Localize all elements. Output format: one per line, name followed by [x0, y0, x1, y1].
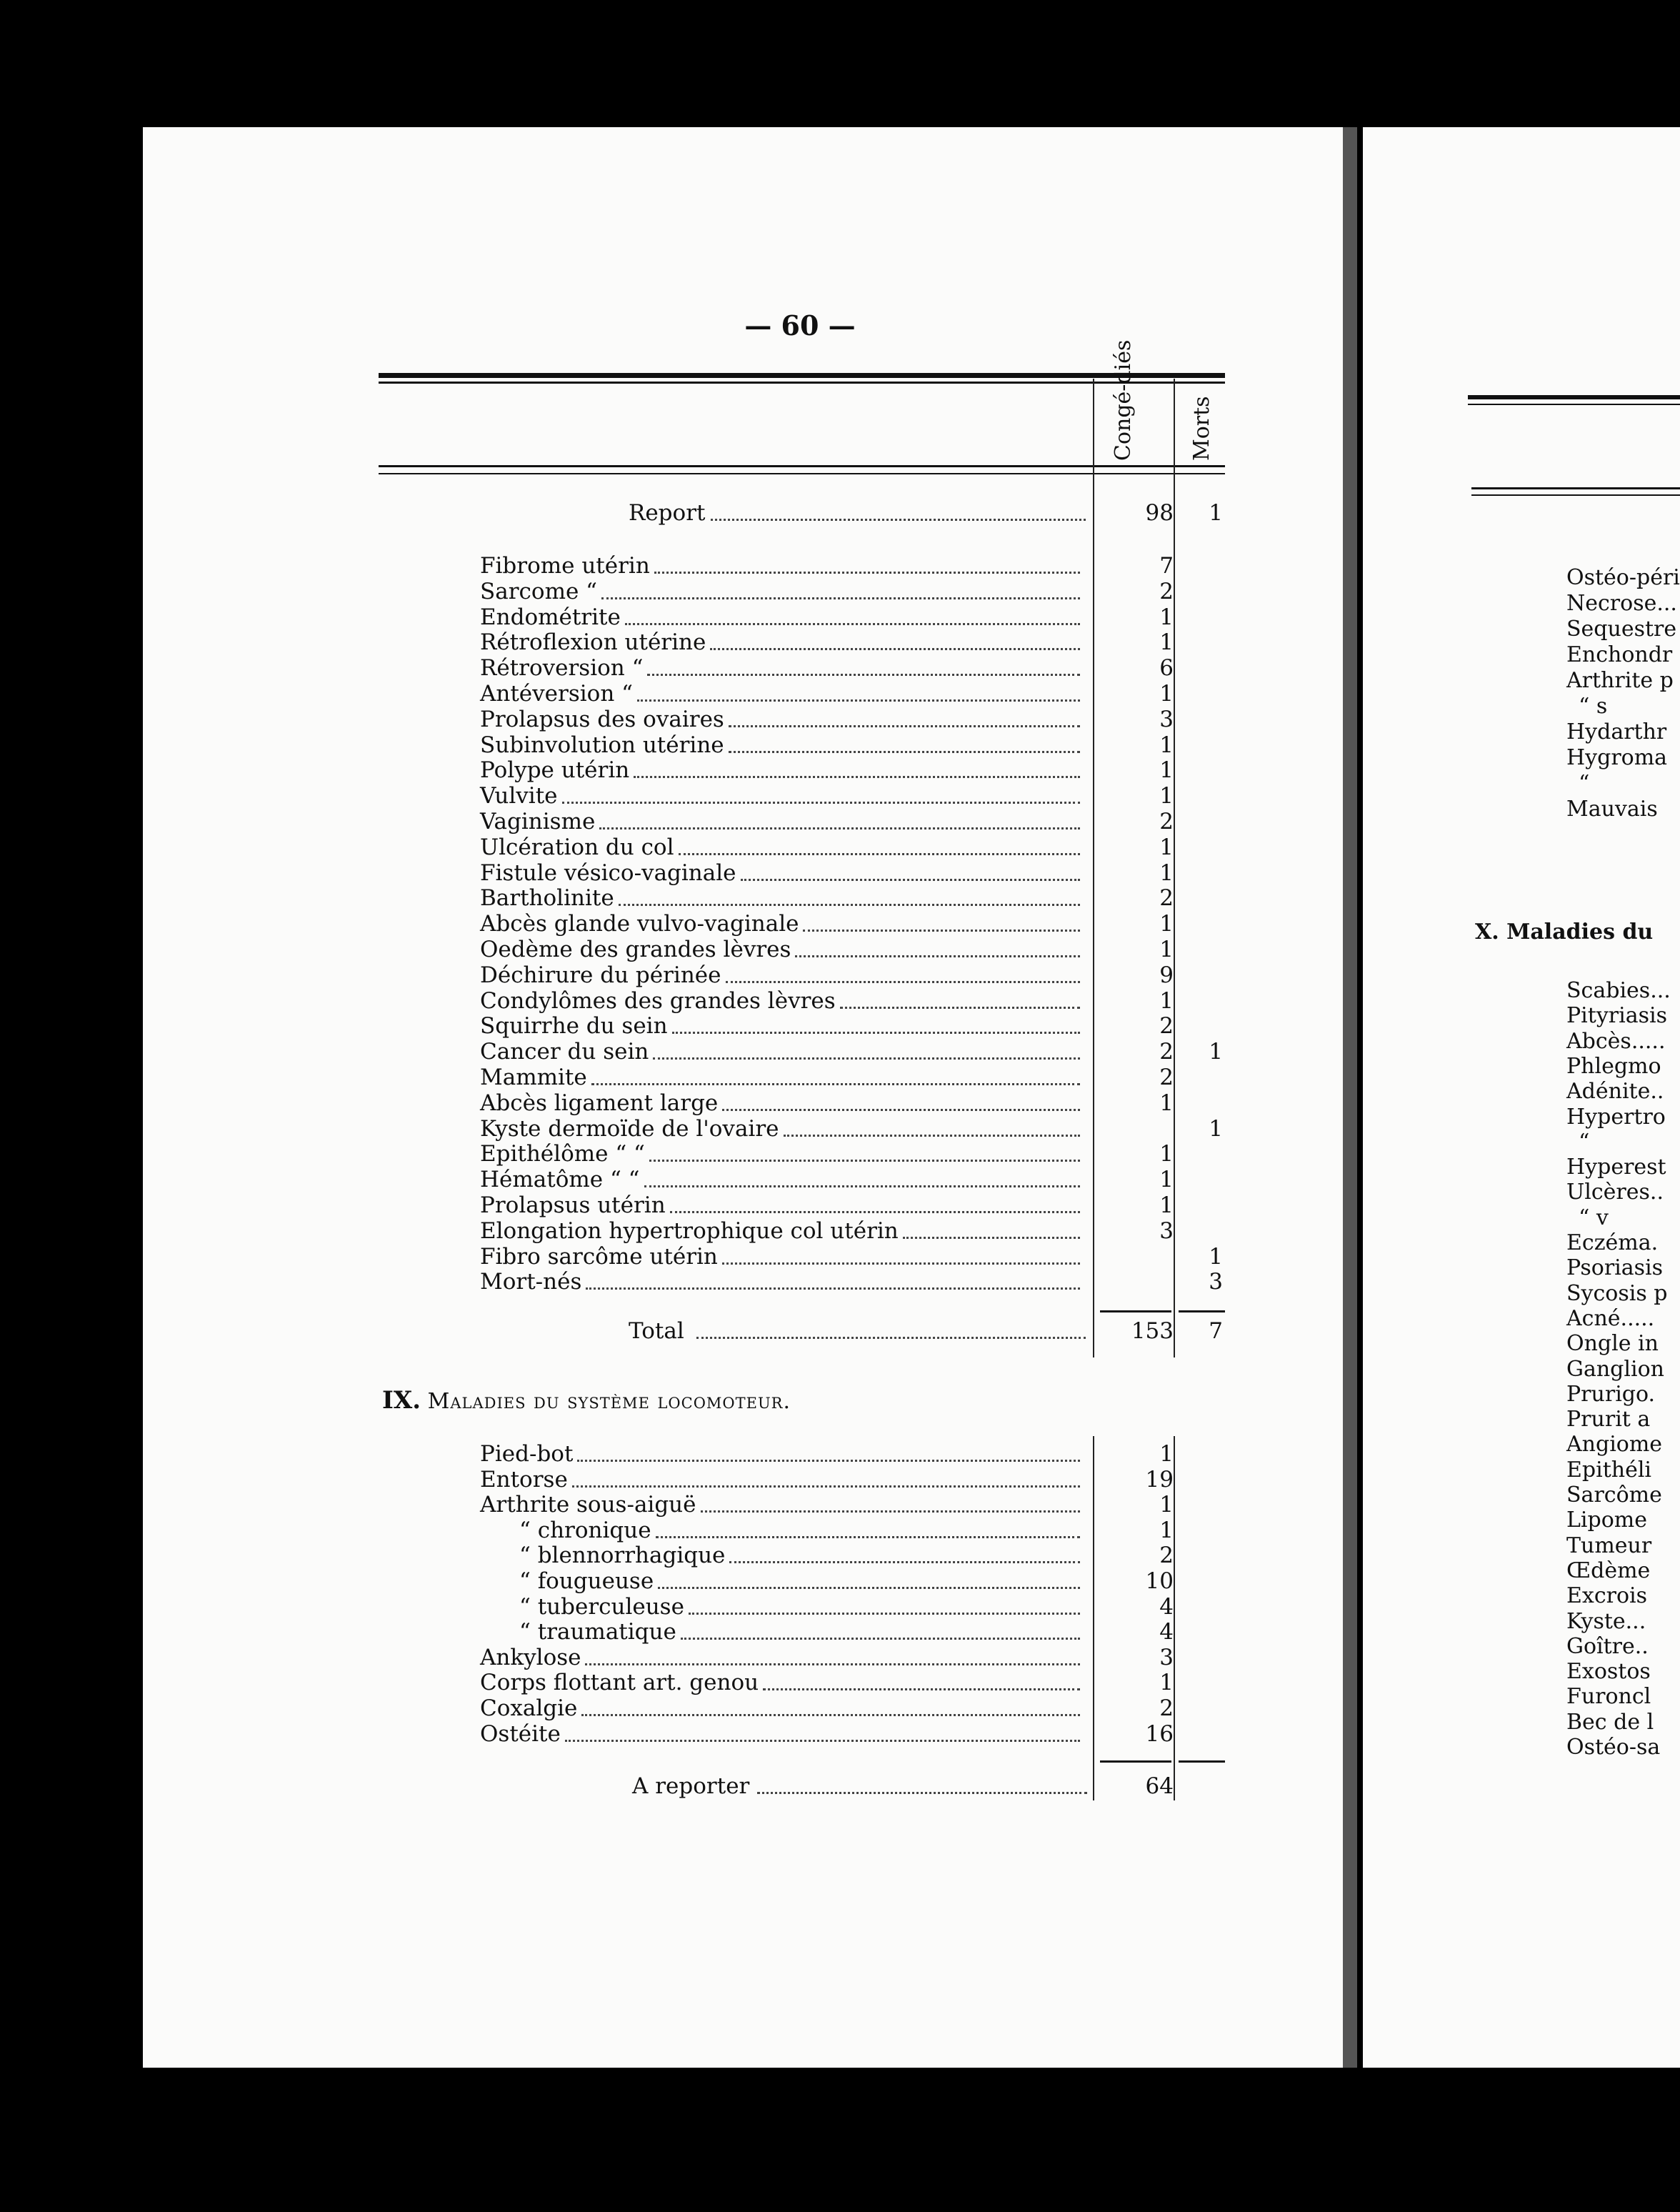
leader-dots — [658, 1561, 1080, 1589]
total-row — [629, 1318, 1237, 1344]
disease-congedies: 2 — [1159, 1065, 1174, 1090]
leader-dots — [710, 622, 1080, 650]
disease-congedies: 1 — [1159, 783, 1174, 809]
locomotor-label: Arthrite sous-aiguë — [480, 1492, 696, 1518]
right-header-rule-second — [1468, 404, 1680, 405]
locomotor-congedies: 1 — [1159, 1517, 1174, 1543]
right-page-entry: Ulcères.. — [1566, 1180, 1664, 1205]
right-page-entry: Exostos — [1566, 1659, 1651, 1685]
disease-congedies: 1 — [1159, 1141, 1174, 1167]
right-page-entry: Ostéo-sa — [1566, 1735, 1661, 1760]
disease-label: Vaginisme — [480, 809, 596, 835]
right-page-entry: Mauvais — [1566, 797, 1658, 822]
disease-row — [480, 1192, 1237, 1218]
right-page-entry: Kyste... — [1566, 1608, 1646, 1634]
right-page-entry: Hydarthr — [1566, 719, 1667, 744]
right-page-entry: “ — [1579, 1129, 1590, 1155]
locomotor-label: Entorse — [480, 1466, 568, 1493]
right-page-entry: Phlegmo — [1566, 1053, 1661, 1079]
disease-congedies: 2 — [1159, 1039, 1174, 1065]
right-page-entry: Tumeur — [1566, 1533, 1652, 1558]
total-morts: 7 — [1209, 1318, 1223, 1344]
locomotor-row — [480, 1721, 1237, 1747]
locomotor-congedies: 10 — [1145, 1568, 1174, 1594]
leader-dots — [654, 546, 1080, 574]
disease-congedies: 6 — [1159, 655, 1174, 682]
right-page-entry: Excrois — [1566, 1583, 1648, 1609]
right-page-entry: Lipome — [1566, 1508, 1647, 1533]
total-congedies: 153 — [1131, 1318, 1174, 1344]
leader-dots — [637, 674, 1080, 702]
disease-congedies: 3 — [1159, 706, 1174, 732]
locomotor-label: Coxalgie — [480, 1695, 578, 1721]
locomotor-label: Ostéite — [480, 1720, 561, 1747]
disease-label: Abcès glande vulvo-vaginale — [480, 911, 799, 937]
disease-label: Condylômes des grandes lèvres — [480, 987, 836, 1014]
leader-dots — [577, 1434, 1080, 1462]
disease-label: Fibro sarcôme utérin — [480, 1243, 718, 1270]
leader-dots — [689, 1587, 1080, 1615]
leader-dots — [722, 1237, 1080, 1265]
disease-label: Cancer du sein — [480, 1039, 649, 1065]
locomotor-congedies: 1 — [1159, 1670, 1174, 1696]
leader-dots — [591, 1057, 1080, 1085]
right-page-entry: Sarcôme — [1566, 1483, 1662, 1508]
disease-morts: 1 — [1209, 1039, 1223, 1065]
report-morts: 1 — [1209, 500, 1223, 526]
leader-dots — [656, 1510, 1080, 1538]
disease-congedies: 1 — [1159, 1167, 1174, 1193]
locomotor-congedies: 4 — [1159, 1619, 1174, 1645]
report-congedies: 98 — [1145, 500, 1174, 526]
disease-congedies: 1 — [1159, 629, 1174, 656]
disease-label: Endométrite — [480, 604, 621, 630]
leader-dots — [619, 878, 1080, 906]
right-page-entry: Hygroma — [1566, 745, 1668, 770]
leader-dots — [634, 750, 1080, 778]
leader-dots — [726, 955, 1081, 983]
disease-morts: 1 — [1209, 1243, 1223, 1270]
leader-dots — [729, 725, 1080, 753]
right-page-entry: Abcès..... — [1566, 1028, 1666, 1054]
section-ix-label: Maladies du système locomoteur. — [427, 1389, 791, 1414]
locomotor-congedies: 1 — [1159, 1441, 1174, 1467]
a-reporter-label: A reporter — [632, 1773, 750, 1799]
leader-dots — [625, 597, 1080, 625]
disease-label: Oedème des grandes lèvres — [480, 937, 791, 962]
disease-label: Prolapsus utérin — [480, 1192, 666, 1218]
locomotor-label: “ traumatique — [519, 1619, 676, 1645]
right-page-entry: Goître.. — [1566, 1633, 1649, 1659]
leader-dots — [586, 1262, 1080, 1290]
leader-dots — [599, 802, 1080, 830]
disease-label: Mort-nés — [480, 1269, 582, 1295]
total-label: Total — [629, 1318, 684, 1344]
leader-dots — [562, 776, 1080, 804]
right-page-entry: Eczéma. — [1566, 1230, 1659, 1255]
header-rule-top — [379, 373, 1225, 378]
right-page-entry: Necrose... — [1566, 591, 1677, 616]
leader-dots — [644, 1160, 1080, 1187]
right-page-entry: Ostéo-péri — [1566, 565, 1680, 590]
column-header-morts: Morts — [1189, 396, 1214, 461]
leader-dots — [903, 1211, 1080, 1239]
right-page-entry: “ v — [1579, 1205, 1609, 1230]
leader-dots — [681, 1612, 1080, 1640]
right-page-entry: Epithéli — [1566, 1457, 1652, 1483]
header-rule-bottom — [379, 465, 1225, 467]
right-page-entry: Furoncl — [1566, 1684, 1651, 1710]
disease-label: Antéversion “ — [480, 681, 633, 707]
right-page-entry: Prurigo. — [1566, 1381, 1656, 1407]
disease-congedies: 2 — [1159, 809, 1174, 835]
disease-morts: 1 — [1209, 1115, 1223, 1142]
disease-congedies: 1 — [1159, 834, 1174, 860]
right-page-entry: Psoriasis — [1566, 1255, 1664, 1281]
disease-congedies: 9 — [1159, 962, 1174, 988]
total-rule-cong — [1100, 1310, 1171, 1312]
right-page-entry: Arthrite p — [1566, 668, 1674, 693]
disease-label: Bartholinite — [480, 885, 614, 912]
leader-dots — [647, 648, 1080, 676]
disease-congedies: 1 — [1159, 604, 1174, 630]
leader-dots — [581, 1688, 1080, 1716]
disease-congedies: 1 — [1159, 732, 1174, 758]
leader-dots — [649, 1134, 1080, 1162]
right-page-entry: Sycosis p — [1566, 1280, 1668, 1306]
disease-congedies: 1 — [1159, 1090, 1174, 1116]
disease-label: Rétroflexion utérine — [480, 629, 706, 656]
right-page-entry: Hyperest — [1566, 1155, 1666, 1180]
disease-label: Squirrhe du sein — [480, 1013, 668, 1040]
section-x-title: X. Maladies du — [1475, 920, 1654, 945]
right-page-entry: Pityriasis — [1566, 1003, 1667, 1029]
leader-dots — [670, 1185, 1080, 1213]
disease-congedies: 1 — [1159, 987, 1174, 1014]
right-header-rule-bottom-2 — [1471, 494, 1680, 496]
leader-dots — [729, 1535, 1080, 1563]
disease-morts: 3 — [1209, 1269, 1223, 1295]
leader-dots — [757, 1766, 1087, 1794]
right-page-entry: Prurit a — [1566, 1407, 1651, 1433]
disease-congedies: 1 — [1159, 1192, 1174, 1218]
disease-label: Prolapsus des ovaires — [480, 706, 724, 732]
total-rule-mort — [1179, 1310, 1225, 1312]
leader-dots — [741, 853, 1080, 881]
leader-dots — [763, 1663, 1080, 1690]
leader-dots — [672, 1006, 1080, 1034]
disease-label: Fibrome utérin — [480, 553, 650, 579]
leader-dots — [722, 1083, 1080, 1111]
locomotor-congedies: 4 — [1159, 1593, 1174, 1620]
right-page-entry: Scabies... — [1566, 978, 1671, 1003]
header-rule-bottom-2 — [379, 473, 1225, 474]
report-row — [629, 500, 1237, 526]
leader-dots — [696, 1311, 1086, 1339]
disease-congedies: 1 — [1159, 757, 1174, 784]
leader-dots — [601, 572, 1080, 599]
disease-congedies: 2 — [1159, 1013, 1174, 1040]
right-page-entry: Adénite.. — [1566, 1079, 1664, 1105]
disease-congedies: 1 — [1159, 860, 1174, 886]
right-page-entry: Enchondr — [1566, 642, 1673, 667]
right-page-entry: Ongle in — [1566, 1331, 1659, 1357]
disease-congedies: 1 — [1159, 937, 1174, 962]
locomotor-congedies: 2 — [1159, 1695, 1174, 1721]
disease-congedies: 1 — [1159, 681, 1174, 707]
disease-label: Déchirure du périnée — [480, 962, 721, 988]
right-page-entry: Sequestre — [1566, 617, 1677, 642]
reporter-rule-cong — [1100, 1760, 1171, 1763]
a-reporter-congedies: 64 — [1145, 1773, 1174, 1799]
locomotor-congedies: 16 — [1145, 1720, 1174, 1747]
disease-label: Rétroversion “ — [480, 655, 644, 682]
disease-congedies: 3 — [1159, 1217, 1174, 1244]
locomotor-label: Pied-bot — [480, 1441, 574, 1467]
disease-label: Polype utérin — [480, 757, 630, 784]
disease-label: Vulvite — [480, 783, 558, 809]
disease-label: Elongation hypertrophique col utérin — [480, 1217, 899, 1244]
locomotor-label: “ blennorrhagique — [519, 1543, 726, 1569]
right-page-entry: “ s — [1579, 694, 1608, 719]
leader-dots — [585, 1638, 1080, 1665]
right-page-entry: Bec de l — [1566, 1709, 1654, 1735]
leader-dots — [795, 930, 1080, 957]
disease-label: Kyste dermoïde de l'ovaire — [480, 1115, 779, 1142]
header-rule-second — [379, 382, 1225, 384]
leader-dots — [653, 1032, 1080, 1060]
leader-dots — [803, 904, 1080, 932]
right-header-rule-top — [1468, 395, 1680, 399]
a-reporter-row — [632, 1773, 1241, 1799]
disease-label: Hématôme “ “ — [480, 1167, 640, 1193]
disease-congedies: 1 — [1159, 911, 1174, 937]
right-page-entry: Angiome — [1566, 1432, 1663, 1458]
disease-label: Sarcome “ — [480, 578, 598, 604]
locomotor-label: “ tuberculeuse — [519, 1593, 684, 1620]
leader-dots — [711, 493, 1086, 521]
disease-label: Abcès ligament large — [480, 1090, 719, 1116]
right-page-entry: Ganglion — [1566, 1356, 1664, 1382]
section-ix-number: IX. — [382, 1386, 421, 1415]
disease-label: Subinvolution utérine — [480, 732, 724, 758]
column-header-congedies: Congé-diés — [1111, 339, 1136, 461]
locomotor-label: Ankylose — [480, 1644, 581, 1670]
page-gutter — [1343, 127, 1357, 2068]
leader-dots — [729, 699, 1080, 727]
locomotor-congedies: 2 — [1159, 1543, 1174, 1569]
leader-dots — [565, 1714, 1080, 1742]
leader-dots — [784, 1109, 1081, 1137]
disease-congedies: 7 — [1159, 553, 1174, 579]
right-header-rule-bottom — [1471, 487, 1680, 489]
locomotor-label: “ chronique — [519, 1517, 651, 1543]
right-page-entry: Acné..... — [1566, 1305, 1655, 1331]
disease-congedies: 2 — [1159, 885, 1174, 912]
page-number: — 60 — — [744, 309, 856, 342]
disease-label: Ulcération du col — [480, 834, 674, 860]
disease-label: Fistule vésico-vaginale — [480, 860, 736, 886]
disease-label: Mammite — [480, 1065, 587, 1090]
leader-dots — [572, 1460, 1080, 1488]
leader-dots — [840, 981, 1080, 1009]
disease-congedies: 2 — [1159, 578, 1174, 604]
right-page-entry: Hypertro — [1566, 1104, 1666, 1130]
locomotor-congedies: 1 — [1159, 1492, 1174, 1518]
locomotor-label: Corps flottant art. genou — [480, 1670, 759, 1696]
locomotor-congedies: 19 — [1145, 1466, 1174, 1493]
reporter-rule-mort — [1179, 1760, 1225, 1763]
locomotor-label: “ fougueuse — [519, 1568, 654, 1594]
disease-row — [480, 1269, 1237, 1295]
disease-label: Epithélôme “ “ — [480, 1141, 645, 1167]
right-page-entry: “ — [1579, 771, 1590, 796]
locomotor-congedies: 3 — [1159, 1644, 1174, 1670]
leader-dots — [701, 1485, 1081, 1513]
report-label: Report — [629, 500, 706, 526]
right-page-entry: Œdème — [1566, 1558, 1651, 1583]
leader-dots — [679, 827, 1080, 855]
section-ix-title — [382, 1386, 791, 1415]
